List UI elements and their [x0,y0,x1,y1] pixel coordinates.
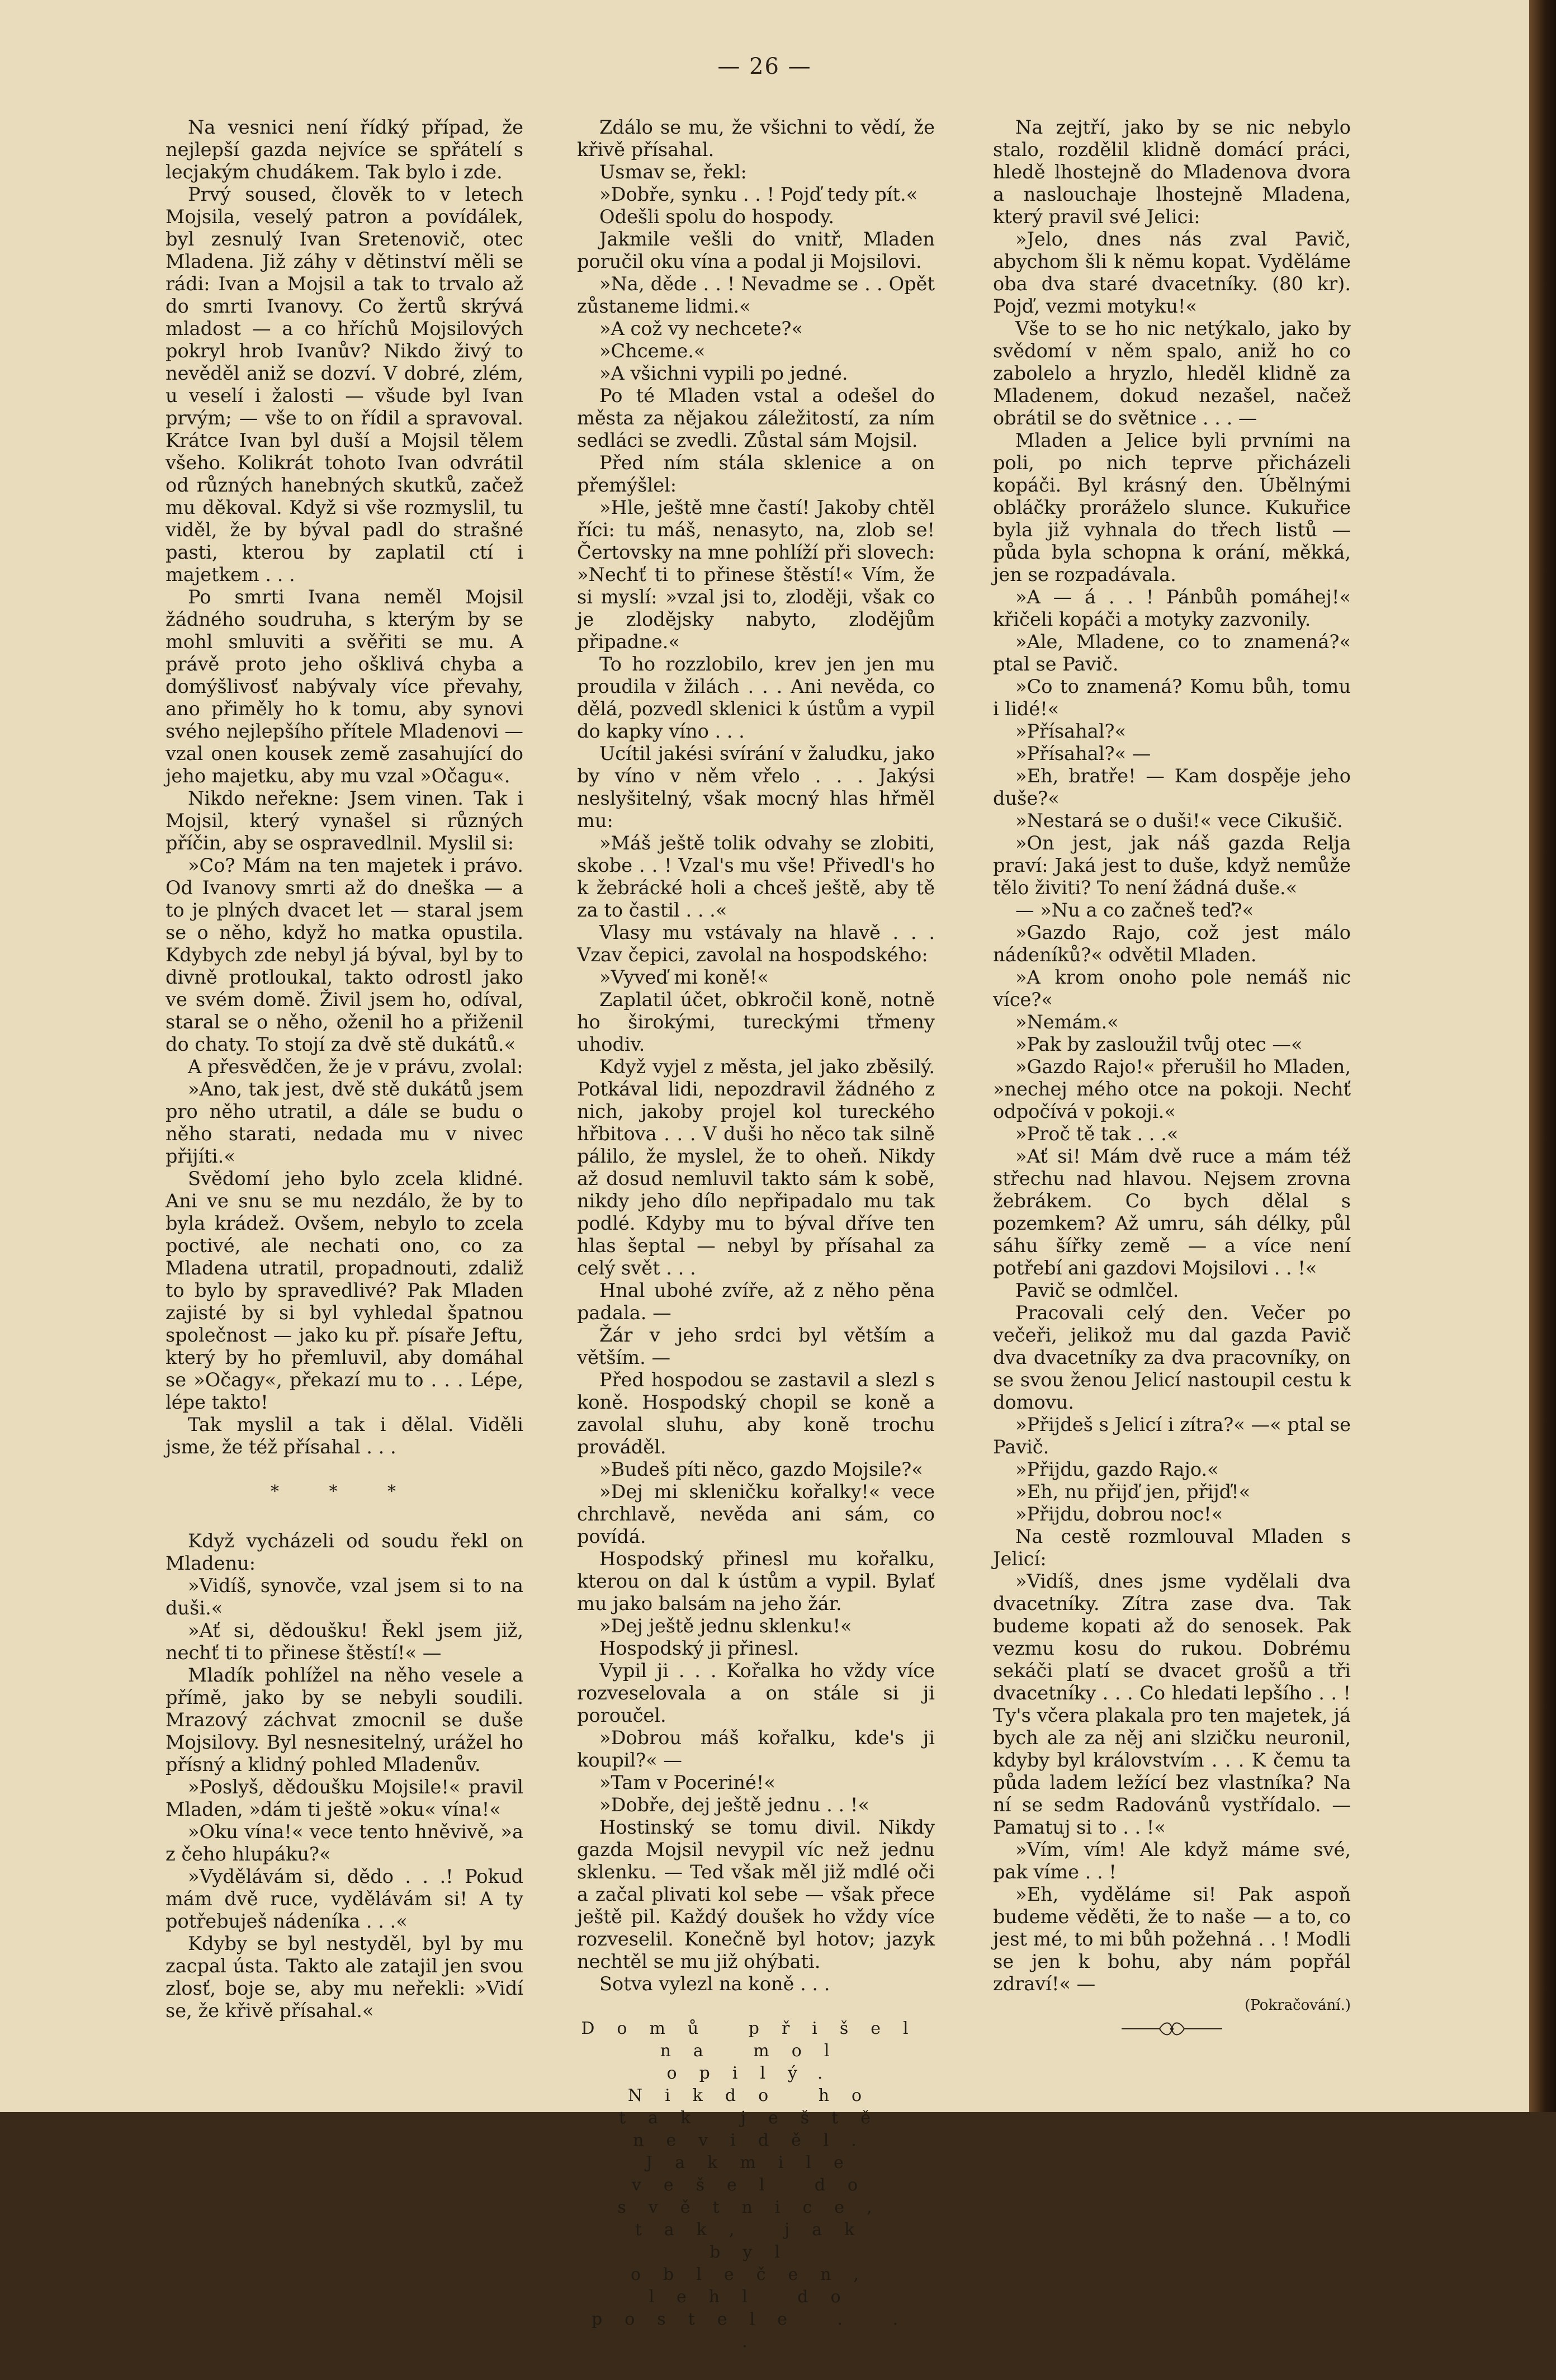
paragraph: Na zejtří, jako by se nic nebylo stalo, rozdělil klidně domácí práci, hledě lhostejně do Mladenova dvora a naslouchaje lhostejně Mladena, který pravil své Jelici: [993,116,1351,228]
paragraph: »Přijdeš s Jelicí i zítra?« —« ptal se Pavič. [993,1414,1351,1458]
paragraph: »Ať si! Mám dvě ruce a mám též střechu nad hlavou. Nejsem zrovna žebrákem. Co bych dělal s pozemkem? Až umru, sáh délky, půl sáhu šířky země — a více není potřebí ani gazdovi Mojsilovi . . !« [993,1145,1351,1279]
paragraph: Usmav se, řekl: [599,161,747,183]
text-column-2 [577,116,935,2380]
paragraph: »Eh, vyděláme si! Pak aspoň budeme věděti, že to naše — a to, co jest mé, to mi bůh požehná . . ! Modli se jen k bohu, aby nám popřál zdraví!« — [993,1883,1351,1995]
continuation-note: (Pokračování.) [1245,1997,1351,2014]
paragraph: »Dej mi skleničku kořalky!« vece chrchlavě, nevěda ani sám, co povídá. [577,1481,935,1547]
paragraph: »Přijdu, gazdo Rajo.« [1015,1458,1219,1480]
paragraph: »Dobře, dej ještě jednu . . !« [599,1794,869,1816]
paragraph: »Proč tě tak . . .« [1015,1123,1179,1145]
paragraph: »A což vy nechcete?« [599,318,803,339]
section-break-asterisks: Domů přišel na mol opilý. Nikdo ho tak ještě neviděl. Jakmile vešel do světnice, tak, jak byl oblečen, lehl do postele . . . [581,2019,931,2351]
paragraph: Po smrti Ivana neměl Mojsil žádného soudruha, s kterým by se mohl smluviti a svěřiti se mu. A právě proto jeho ošklivá chyba a domýšlivosť nabývaly více převahy, ano přiměly ho k tomu, aby synovi svého nejlepšího přítele Mladenovi — vzal onen kousek země zasahující do jeho majetku, aby mu vzal »Očagu«. [165,586,523,787]
paragraph: Jakmile vešli do vnitř, Mladen poručil oku vína a podal ji Mojsilovi. [577,228,935,272]
page-number: — 26 — [717,54,812,79]
paragraph: »Co? Mám na ten majetek i právo. Od Ivanovy smrti až do dneška — a to je plných dvacet let — staral jsem se o něho, když ho matka opustila. Kdybych zde nebyl já býval, byl by to divně protloukal, takto odrostl jako ve svém domě. Živil jsem ho, odíval, staral se o něho, oženil ho a přiženil do chaty. To stojí za dvě stě dukátů.« [165,854,523,1055]
paragraph: Zaplatil účet, obkročil koně, notně ho širokými, tureckými třmeny uhodiv. [577,989,935,1055]
paragraph: Nikdo neřekne: Jsem vinen. Tak i Mojsil, který vynašel si různých příčin, aby se ospravedlnil. Myslil si: [165,787,523,854]
paragraph: »Přísahal?« [1015,720,1127,742]
paragraph: »Hle, ještě mne častí! Jakoby chtěl říci: tu máš, nenasyto, na, zlob se! Čertovsky na mne pohlíží při slovech: »Nechť ti to přinese štěstí!« Vím, že si myslí: »vzal jsi to, zloději, však co je zlodějsky nabyto, zlodějům připadne.« [577,497,935,653]
paragraph: »Budeš píti něco, gazdo Mojsile?« [599,1458,923,1480]
flourish-ornament-icon [1116,2019,1228,2039]
paragraph: »Ano, tak jest, dvě stě dukátů jsem pro něho utratil, a dále se budu o něho starati, nedada mu v nivec přijíti.« [165,1078,523,1167]
paragraph: Hospodský ji přinesl. [599,1637,800,1659]
paragraph: »Přísahal?« — [1015,743,1151,764]
paragraph: »Poslyš, dědoušku Mojsile!« pravil Mladen, »dám ti ještě »oku« vína!« [165,1776,523,1820]
paragraph: »Gazdo Rajo, což jest málo nádeníků?« odvětil Mladen. [993,922,1351,966]
paragraph: Po té Mladen vstal a odešel do města za nějakou záležitostí, za ním sedláci se zvedli. Zůstal sám Mojsil. [577,385,935,451]
paragraph: »Na, děde . . ! Nevadme se . . Opět zůstaneme lidmi.« [577,273,935,317]
paragraph: Prvý soused, člověk to v letech Mojsila, veselý patron a povídálek, byl zesnulý Ivan Sretenovič, otec Mladena. Již záhy v dětinství měli se rádi: Ivan a Mojsil a tak to trvalo až do smrti Ivanovy. Co žertů skrývá mladost — a co hříchů Mojsilových pokryl hrob Ivanův? Nikdo živý to nevěděl aniž se dozví. V dobré, zlém, u veselí i žalosti — všude byl Ivan prvým; — vše to on řídil a spravoval. Krátce Ivan byl duší a Mojsil tělem všeho. Kolikrát tohoto Ivan odvrátil od různých hanebných skutků, začež mu děkoval. Když si vše rozmyslil, tu viděl, že by býval padl do strašné pasti, kterou by zaplatil ctí i majetkem . . . [165,183,523,585]
paragraph: »Tam v Poceriné!« [599,1772,775,1793]
paragraph: »A krom onoho pole nemáš nic více?« [993,966,1351,1010]
paragraph: »Chceme.« [599,340,706,362]
paragraph: »Dej ještě jednu sklenku!« [599,1615,852,1637]
paragraph: »Oku vína!« vece tento hněvivě, »a z čeho hlupáku?« [165,1821,523,1865]
paragraph: »Přijdu, dobrou noc!« [1015,1503,1223,1525]
paragraph: »Dobrou máš kořalku, kde's ji koupil?« — [577,1727,935,1771]
paragraph: Vlasy mu vstávaly na hlavě . . . Vzav čepici, zavolal na hospodského: [577,922,935,966]
paragraph: Mladen a Jelice byli prvními na poli, po nich teprve přicházeli kopáči. Byl krásný den. Úbělnými obláčky proráželo slunce. Kukuřice byla již vyhnala do třech listů — půda byla schopna k orání, měkká, jen se rozpadávala. [993,429,1351,585]
paragraph: »Eh, nu přijď jen, přijď!« [1015,1481,1251,1503]
paragraph: To ho rozzlobilo, krev jen jen mu proudila v žilách . . . Ani nevěda, co dělá, pozvedl sklenici k ústům a vypil do kapky víno . . . [577,653,935,742]
paragraph: Pavič se odmlčel. [1015,1279,1179,1301]
paragraph: »Ať si, dědoušku! Řekl jsem již, nechť ti to přinese štěstí!« — [165,1619,523,1664]
paragraph: »Eh, bratře! — Kam dospěje jeho duše?« [993,765,1351,809]
paragraph: Žár v jeho srdci byl větším a větším. — [577,1324,935,1368]
paragraph: »Vidíš, dnes jsme vydělali dva dvacetníky. Zítra zase dva. Tak budeme kopati až do senosek. Pak vezmu kosu do rukou. Dobrému sekáči platí se dvacet grošů a tři dvacetníky . . . Co hledati lepšího . . ! Ty's včera plakala pro ten majetek, já bych ale za něj ani slzičku neuronil, kdyby byl královstvím . . . K čemu ta půda ladem ležící bez vlastníka? Na ní se sedm Radovánů vystřídalo. — Pamatuj si to . . !« [993,1570,1351,1838]
paragraph: Zdálo se mu, že všichni to vědí, že křivě přísahal. [577,116,935,160]
paragraph: Před hospodou se zastavil a slezl s koně. Hospodský chopil se koně a zavolal sluhu, aby koně trochu prováděl. [577,1369,935,1458]
paragraph: »Nemám.« [1015,1011,1119,1033]
paragraph: »Nestará se o duši!« vece Cikušič. [1015,810,1343,832]
paragraph: Odešli spolu do hospody. [599,206,835,228]
paragraph: Sotva vylezl na koně . . . [599,1973,830,1995]
paragraph: »Co to znamená? Komu bůh, tomu i lidé!« [993,676,1351,720]
text-column-3 [993,116,1351,2039]
paragraph: »Pak by zasloužil tvůj otec —« [1015,1033,1303,1055]
paragraph: »Vyveď mi koně!« [599,966,769,988]
paragraph: Hostinský se tomu divil. Nikdy gazda Mojsil nevypil víc než jednu sklenku. — Ted však měl již mdlé oči a začal plivati kol sebe — však přece ještě pil. Každý doušek ho vždy více rozveselil. Konečně byl hotov; jazyk nechtěl se mu již ohýbati. [577,1816,935,1972]
paragraph: Vše to se ho nic netýkalo, jako by svědomí v něm spalo, aniž ho co zabolelo a hryzlo, hleděl klidně za Mladenem, dokud nezašel, načež obrátil se do světnice . . . — [993,318,1351,429]
page-binding-edge [1529,0,1556,2112]
paragraph: Svědomí jeho bylo zcela klidné. Ani ve snu se mu nezdálo, že by to byla krádež. Ovšem, nebylo to zcela poctivé, ale nechati ono, co za Mladena utratil, propadnouti, zdaliž to bylo by spravedlivé? Pak Mladen zajisté by si byl vyhledal špatnou společnost — jako ku př. písaře Jeftu, který by ho přemluvil, aby domáhal se »Očagy«, překazí mu to . . . Lépe, lépe takto! [165,1168,523,1413]
paragraph: »On jest, jak náš gazda Relja praví: Jaká jest to duše, když nemůže tělo živiti? To není žádná duše.« [993,832,1351,899]
paragraph: Na cestě rozmlouval Mladen s Jelicí: [993,1526,1351,1570]
paragraph: Před ním stála sklenice a on přemýšlel: [577,452,935,496]
paragraph: Vypil ji . . . Kořalka ho vždy více rozveselovala a on stále si ji poroučel. [577,1660,935,1726]
paragraph: »Dobře, synku . . ! Pojď tedy pít.« [599,183,918,205]
section-break-asterisks: * * * [270,1482,419,1501]
paragraph: »Ale, Mladene, co to znamená?« ptal se Pavič. [993,631,1351,675]
paragraph: »Máš ještě tolik odvahy se zlobiti, skobe . . ! Vzal's mu vše! Přivedl's ho k žebrácké holi a chceš ještě, aby tě za to častil . . .« [577,832,935,921]
paragraph: »A — á . . ! Pánbůh pomáhej!« křičeli kopáči a motyky zazvonily. [993,586,1351,630]
paragraph: »Jelo, dnes nás zval Pavič, abychom šli k němu kopat. Vyděláme oba dva staré dvacetníky. (80 kr). Pojď, vezmi motyku!« [993,228,1351,317]
paragraph: Hospodský přinesl mu kořalku, kterou on dal k ústům a vypil. Bylať mu jako balsám na jeho žár. [577,1548,935,1614]
paragraph: Kdyby se byl nestyděl, byl by mu zacpal ústa. Takto ale zatajil jen svou zlosť, boje se, aby mu neřekli: »Vidí se, že křivě přísahal.« [165,1933,523,2022]
paragraph: Ucítil jakési svírání v žaludku, jako by víno v něm vřelo . . . Jakýsi neslyšitelný, však mocný hlas hřměl mu: [577,743,935,832]
paragraph: »A všichni vypili po jedné. [599,362,848,384]
paragraph: Pracovali celý den. Večer po večeři, jelikož mu dal gazda Pavič dva dvacetníky za dva pracovníky, on se svou ženou Jelicí nastoupil cestu k domovu. [993,1302,1351,1413]
paragraph: »Vidíš, synovče, vzal jsem si to na duši.« [165,1575,523,1619]
paragraph: Když vyjel z města, jel jako zběsilý. Potkával lidi, nepozdravil žádného z nich, jakoby projel kol tureckého hřbitova . . . V duši ho něco tak silně pálilo, že myslel, že to oheň. Nikdy až dosud nemluvil takto sám k sobě, nikdy jeho dílo nepřipadalo mu tak podlé. Kdyby mu to býval dříve ten hlas šeptal — nebyl by přísahal za celý svět . . . [577,1056,935,1279]
paragraph: A přesvědčen, že je v právu, zvolal: [188,1056,523,1078]
paragraph: Hnal ubohé zvíře, až z něho pěna padala. — [577,1279,935,1324]
paragraph: »Vydělávám si, dědo . . .! Pokud mám dvě ruce, vydělávám si! A ty potřebuješ nádeníka . . .« [165,1866,523,1932]
paragraph: »Gazdo Rajo!« přerušil ho Mladen, »nechej mého otce na pokoji. Nechť odpočívá v pokoji.« [993,1056,1351,1122]
paragraph: Tak myslil a tak i dělal. Viděli jsme, že též přísahal . . . [165,1414,523,1458]
paragraph: »Vím, vím! Ale když máme své, pak víme . . ! [993,1839,1351,1883]
paragraph: Na vesnici není řídký případ, že nejlepší gazda nejvíce se spřátelí s lecjakým chudákem. Tak bylo i zde. [165,116,523,183]
text-column-1 [165,116,523,2022]
paragraph: Když vycházeli od soudu řekl on Mladenu: [165,1530,523,1574]
paragraph: — »Nu a co začneš teď?« [1015,899,1254,921]
paragraph: Mladík pohlížel na něho vesele a přímě, jako by se nebyli soudili. Mrazový záchvat zmocnil se duše Mojsilovy. Byl nesnesitelný, urážel ho přísný a klidný pohled Mladenův. [165,1664,523,1775]
